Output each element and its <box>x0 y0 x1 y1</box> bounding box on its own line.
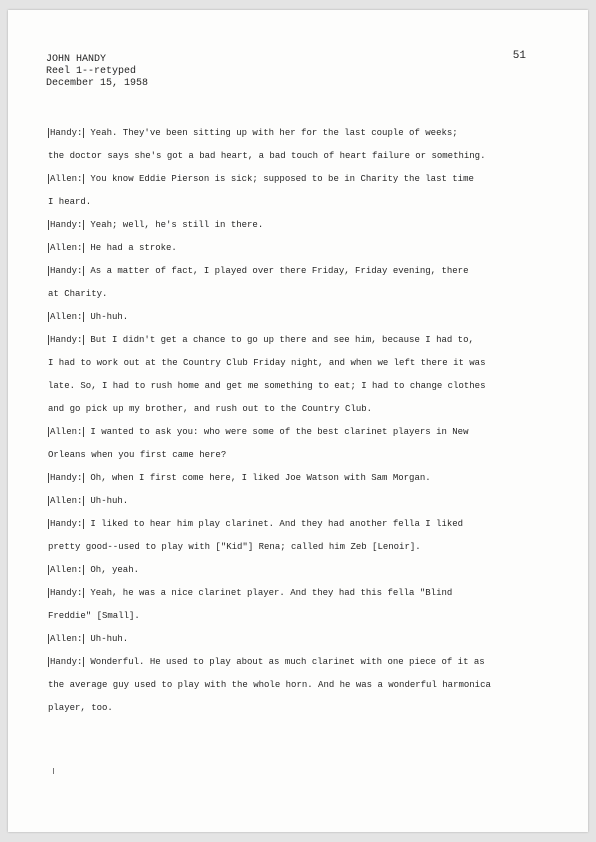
transcript-line <box>48 145 548 168</box>
speaker-label: Allen: <box>50 243 83 253</box>
line-text: player, too. <box>48 703 113 713</box>
line-text: Orleans when you first came here? <box>48 450 227 460</box>
transcript-line <box>48 444 548 467</box>
speaker-label: Handy: <box>50 128 83 138</box>
line-text: I heard. <box>48 197 92 207</box>
transcript-line <box>48 697 548 720</box>
document-header <box>46 54 148 90</box>
transcript-line <box>48 536 548 559</box>
transcript-line <box>48 513 548 536</box>
transcript-line <box>48 467 548 490</box>
transcript-line <box>48 122 548 145</box>
line-text: But I didn't get a chance to go up there and see him, because I had to, <box>90 335 474 345</box>
speaker-label: Allen: <box>50 427 83 437</box>
speaker-label: Handy: <box>50 266 83 276</box>
line-text: Yeah, he was a nice clarinet player. And they had this fella "Blind <box>90 588 453 598</box>
line-text: Freddie" [Small]. <box>48 611 140 621</box>
transcript-line <box>48 237 548 260</box>
line-text: Uh-huh. <box>90 634 129 644</box>
line-text: As a matter of fact, I played over there Friday, Friday evening, there <box>90 266 469 276</box>
transcript-line <box>48 421 548 444</box>
line-text: the average guy used to play with the whole horn. And he was a wonderful harmonica <box>48 680 491 690</box>
line-text: late. So, I had to rush home and get me something to eat; I had to change clothes <box>48 381 486 391</box>
line-text: You know Eddie Pierson is sick; supposed to be in Charity the last time <box>90 174 474 184</box>
transcript-line <box>48 490 548 513</box>
transcript-line <box>48 375 548 398</box>
line-text: Wonderful. He used to play about as much clarinet with one piece of it as <box>90 657 485 667</box>
transcript-line <box>48 283 548 306</box>
transcript-line <box>48 628 548 651</box>
speaker-label: Allen: <box>50 174 83 184</box>
page-number: 51 <box>512 50 526 62</box>
speaker-label: Handy: <box>50 220 83 230</box>
line-text: at Charity. <box>48 289 108 299</box>
line-text: and go pick up my brother, and rush out to the Country Club. <box>48 404 373 414</box>
line-text: I wanted to ask you: who were some of the best clarinet players in New <box>90 427 469 437</box>
reel-info: Reel 1--retyped <box>46 66 137 77</box>
line-text: I had to work out at the Country Club Friday night, and when we left there it was <box>48 358 486 368</box>
line-text: Yeah; well, he's still in there. <box>90 220 264 230</box>
transcript-line <box>48 651 548 674</box>
transcript-body <box>48 122 548 720</box>
speaker-label: Handy: <box>50 335 83 345</box>
line-text: pretty good--used to play with ["Kid"] Rena; called him Zeb [Lenoir]. <box>48 542 421 552</box>
speaker-label: Handy: <box>50 473 83 483</box>
speaker-label: Allen: <box>50 634 83 644</box>
transcript-line <box>48 168 548 191</box>
transcript-line <box>48 605 548 628</box>
line-text: I liked to hear him play clarinet. And they had another fella I liked <box>90 519 464 529</box>
line-text: Oh, when I first come here, I liked Joe Watson with Sam Morgan. <box>90 473 431 483</box>
speaker-label: Allen: <box>50 496 83 506</box>
line-text: Oh, yeah. <box>90 565 140 575</box>
interviewee-name: JOHN HANDY <box>46 54 107 65</box>
transcript-line <box>48 559 548 582</box>
transcript-line <box>48 260 548 283</box>
document-page <box>8 10 588 832</box>
line-text: the doctor says she's got a bad heart, a bad touch of heart failure or something. <box>48 151 486 161</box>
line-text: Uh-huh. <box>90 312 129 322</box>
transcript-line <box>48 674 548 697</box>
transcript-line <box>48 329 548 352</box>
line-text: Yeah. They've been sitting up with her for the last couple of weeks; <box>90 128 458 138</box>
transcript-line <box>48 214 548 237</box>
stray-mark <box>53 768 54 774</box>
transcript-line <box>48 191 548 214</box>
speaker-label: Allen: <box>50 565 83 575</box>
interview-date: December 15, 1958 <box>46 78 149 89</box>
speaker-label: Handy: <box>50 657 83 667</box>
transcript-line <box>48 306 548 329</box>
speaker-label: Handy: <box>50 588 83 598</box>
transcript-line <box>48 352 548 375</box>
line-text: Uh-huh. <box>90 496 129 506</box>
speaker-label: Handy: <box>50 519 83 529</box>
speaker-label: Allen: <box>50 312 83 322</box>
transcript-line <box>48 582 548 605</box>
transcript-line <box>48 398 548 421</box>
line-text: He had a stroke. <box>90 243 177 253</box>
